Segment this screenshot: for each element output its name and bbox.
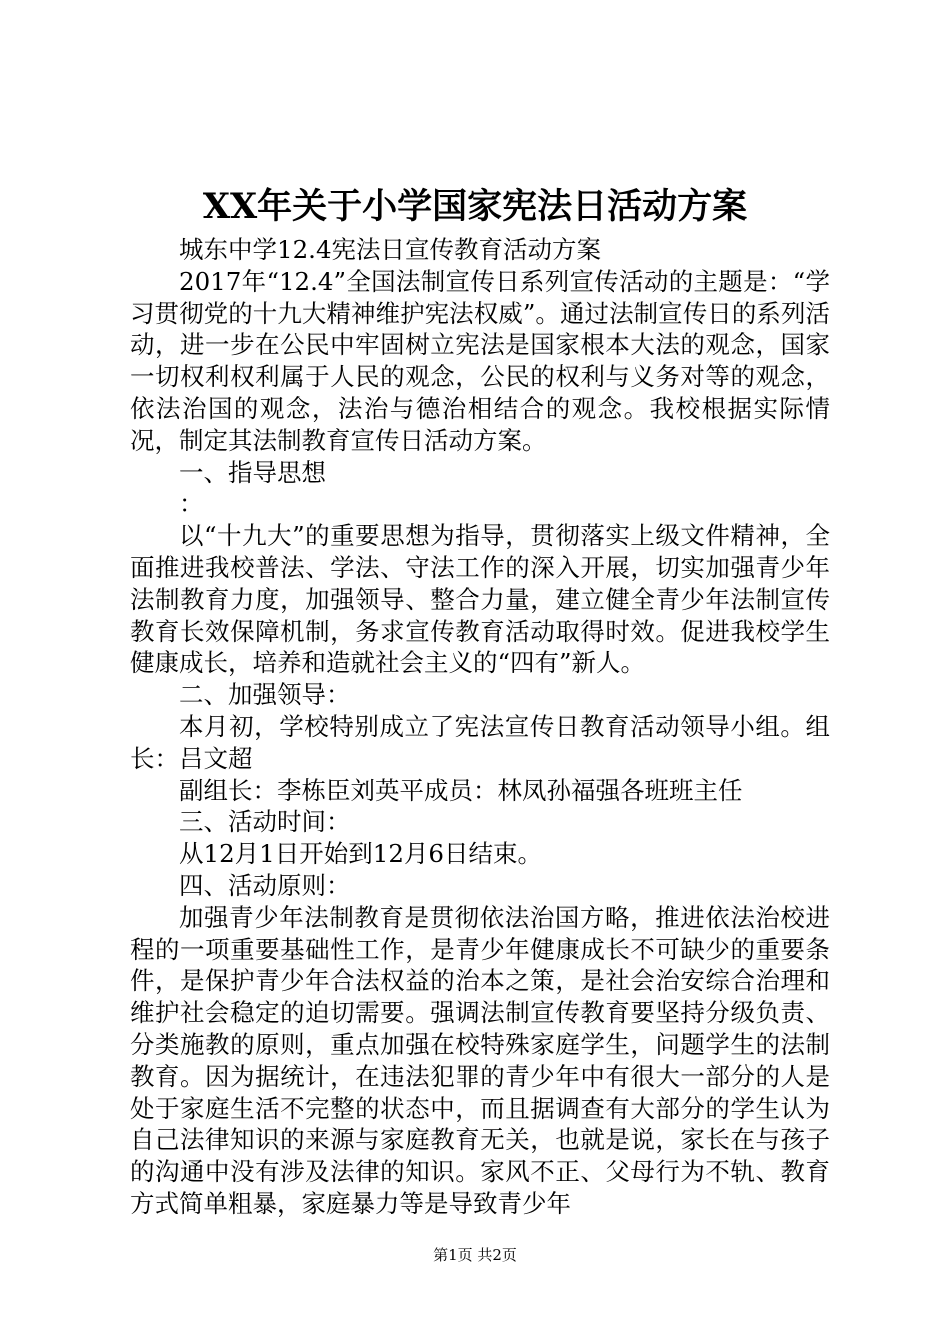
paragraph-guiding-thought: 以“十九大”的重要思想为指导，贯彻落实上级文件精神，全面推进我校普法、学法、守法工作的深入开展，切实加强青少年法制教育力度，加强领导、整合力量，建立健全青少年法制宣传教育长效保障机制，务求宣传教育活动取得时效。促进我校学生健康成长，培养和造就社会主义的“四有”新人。 bbox=[130, 521, 830, 678]
paragraph-principles: 加强青少年法制教育是贯彻依法治国方略，推进依法治校进程的一项重要基础性工作，是青少年健康成长不可缺少的重要条件，是保护青少年合法权益的治本之策，是社会治安综合治理和维护社会稳定的迫切需要。强调法制宣传教育要坚持分级负责、分类施教的原则，重点加强在校特殊家庭学生，问题学生的法制教育。因为据统计，在违法犯罪的青少年中有很大一部分的人是处于家庭生活不完整的状态中，而且据调查有大部分的学生认为自己法律知识的来源与家庭教育无关，也就是说，家长在与孩子的沟通中没有涉及法律的知识。家风不正、父母行为不轨、教育方式简单粗暴，家庭暴力等是导致青少年 bbox=[130, 902, 830, 1218]
paragraph-theme: 2017年“12.4”全国法制宣传日系列宣传活动的主题是：“学习贯彻党的十九大精神维护宪法权威”。通过法制宣传日的系列活动，进一步在公民中牢固树立宪法是国家根本大法的观念，国家一切权利权利属于人民的观念，公民的权利与义务对等的观念，依法治国的观念，法治与德治相结合的观念。我校根据实际情况，制定其法制教育宣传日活动方案。 bbox=[130, 266, 830, 455]
section-heading-principles: 四、活动原则： bbox=[179, 870, 351, 900]
paragraph-leadership-group: 本月初，学校特别成立了宪法宣传日教育活动领导小组。组长：吕文超 bbox=[130, 711, 830, 773]
paragraph-activity-time: 从12月1日开始到12月6日结束。 bbox=[179, 839, 543, 869]
document-title: XX年关于小学国家宪法日活动方案 bbox=[202, 186, 748, 227]
page-number-footer: 第1页 共2页 bbox=[433, 1246, 517, 1264]
paragraph-school-plan-heading: 城东中学12.4宪法日宣传教育活动方案 bbox=[179, 235, 602, 264]
section-heading-leadership: 二、加强领导： bbox=[179, 680, 351, 710]
section-heading-guiding-thought: 一、指导思想 bbox=[179, 457, 326, 487]
section-heading-activity-time: 三、活动时间： bbox=[179, 807, 351, 837]
paragraph-group-members: 副组长：李栋臣刘英平成员：林凤孙福强各班班主任 bbox=[179, 775, 743, 805]
paragraph-colon: ： bbox=[179, 489, 204, 519]
document-body bbox=[130, 234, 830, 1220]
